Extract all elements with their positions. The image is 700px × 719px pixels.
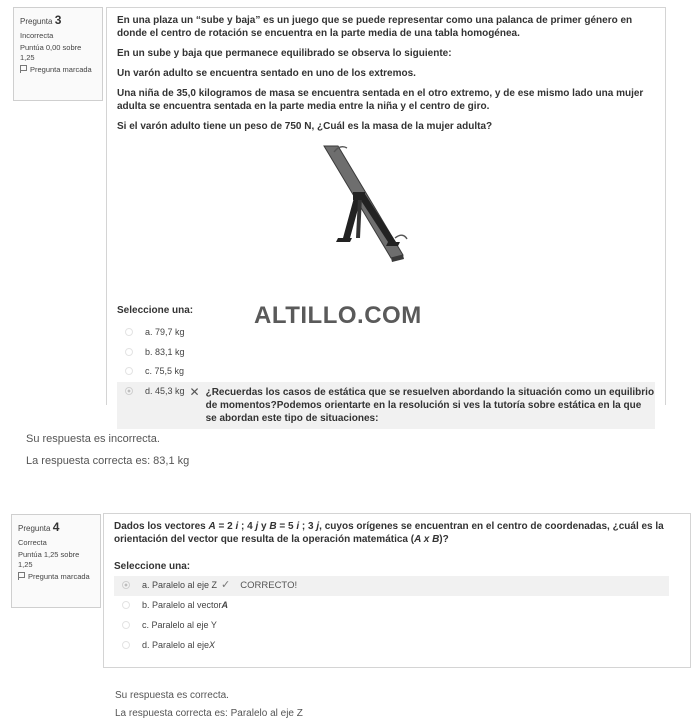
seesaw-image (210, 138, 410, 268)
answer-option-d[interactable]: d. Paralelo al eje X (114, 636, 680, 656)
question-info-3 (13, 7, 103, 101)
radio-button[interactable] (125, 367, 133, 375)
question-grade: Puntúa 1,25 sobre 1,25 (18, 550, 80, 569)
answer-option-c[interactable]: c. 75,5 kg (117, 362, 655, 382)
question-text-5: Si el varón adulto tiene un peso de 750 N, ¿Cuál es la masa de la mujer adulta? (117, 121, 493, 132)
flag-question-button[interactable] (20, 65, 96, 74)
option-feedback: ¿Recuerdas los casos de estática que se resuelven abordando la situación como un equilibrio de momentos?Podemos orientarte en la resolución si ves la tutoría sobre estática en la que se abordan este tipo de situaciones: (205, 387, 655, 425)
option-feedback: CORRECTO! (240, 580, 298, 591)
radio-button[interactable] (122, 641, 130, 649)
x-mark-icon: ✕ (189, 385, 200, 400)
radio-button-checked[interactable] (122, 581, 130, 589)
question-state: Incorrecta (20, 31, 54, 40)
question-grade: Puntúa 0,00 sobre 1,25 (20, 43, 82, 62)
select-label: Seleccione una: (114, 561, 191, 572)
correct-answer-text: La respuesta correcta es: Paralelo al eje Z (115, 708, 303, 719)
answer-option-b[interactable]: b. Paralelo al vector A (114, 596, 680, 616)
answer-option-c[interactable]: c. Paralelo al eje Y (114, 616, 680, 636)
flag-icon (18, 572, 25, 580)
question-number-value: 3 (54, 13, 62, 27)
flag-label: Pregunta marcada (30, 65, 92, 75)
result-text: Su respuesta es correcta. (115, 690, 229, 701)
radio-button[interactable] (122, 621, 130, 629)
watermark: ALTILLO.COM (254, 302, 422, 329)
question-number: Pregunta 4 (18, 520, 60, 534)
flag-question-button[interactable] (18, 572, 94, 581)
question-text-1: En una plaza un “sube y baja” es un juego que se puede representar como una palanca de primer género en donde el centro de rotación se encuentra en la parte media de una tabla homogénea. (117, 15, 633, 39)
question-text: Dados los vectores A = 2 i ; 4 j y B = 5 i ; 3 j, cuyos orígenes se encuentran en el centro de coordenadas, ¿cuál es la orientación del vector que resulta de la operación matemática (A x B)? (114, 521, 664, 545)
select-label: Seleccione una: (117, 305, 194, 316)
radio-button[interactable] (125, 328, 133, 336)
question-text-2: En un sube y baja que permanece equilibrado se observa lo siguiente: (117, 48, 452, 59)
radio-button[interactable] (125, 348, 133, 356)
question-text-3: Un varón adulto se encuentra sentado en uno de los extremos. (117, 68, 416, 79)
question-content-4 (103, 513, 691, 668)
correct-answer-text: La respuesta correcta es: 83,1 kg (26, 455, 190, 467)
question-number: Pregunta 3 (20, 13, 62, 27)
answer-option-a[interactable]: a. Paralelo al eje Z ✓ CORRECTO! (114, 576, 669, 596)
flag-icon (20, 65, 27, 73)
result-text: Su respuesta es incorrecta. (26, 433, 160, 445)
flag-label: Pregunta marcada (28, 572, 90, 582)
radio-button-checked[interactable] (125, 387, 133, 395)
question-number-value: 4 (52, 520, 60, 534)
question-state: Correcta (18, 538, 47, 547)
question-text-4: Una niña de 35,0 kilogramos de masa se encuentra sentada en el otro extremo, y de ese mismo lado una mujer adulta se encuentra sentada en la parte media entre la niña y el centro de giro. (117, 88, 644, 112)
answer-option-b[interactable]: b. 83,1 kg (117, 343, 655, 363)
check-mark-icon: ✓ (221, 579, 231, 591)
answer-option-d[interactable]: d. 45,3 kg ✕ ¿Recuerdas los casos de estática que se resuelven abordando la situación como un equilibrio de momentos?Podemos orientarte en la resolución si ves la tutoría sobre estática en la que se abordan este tipo de situaciones: (117, 382, 655, 429)
question-info-4 (11, 514, 101, 608)
radio-button[interactable] (122, 601, 130, 609)
answer-option-a[interactable]: a. 79,7 kg (117, 323, 655, 343)
